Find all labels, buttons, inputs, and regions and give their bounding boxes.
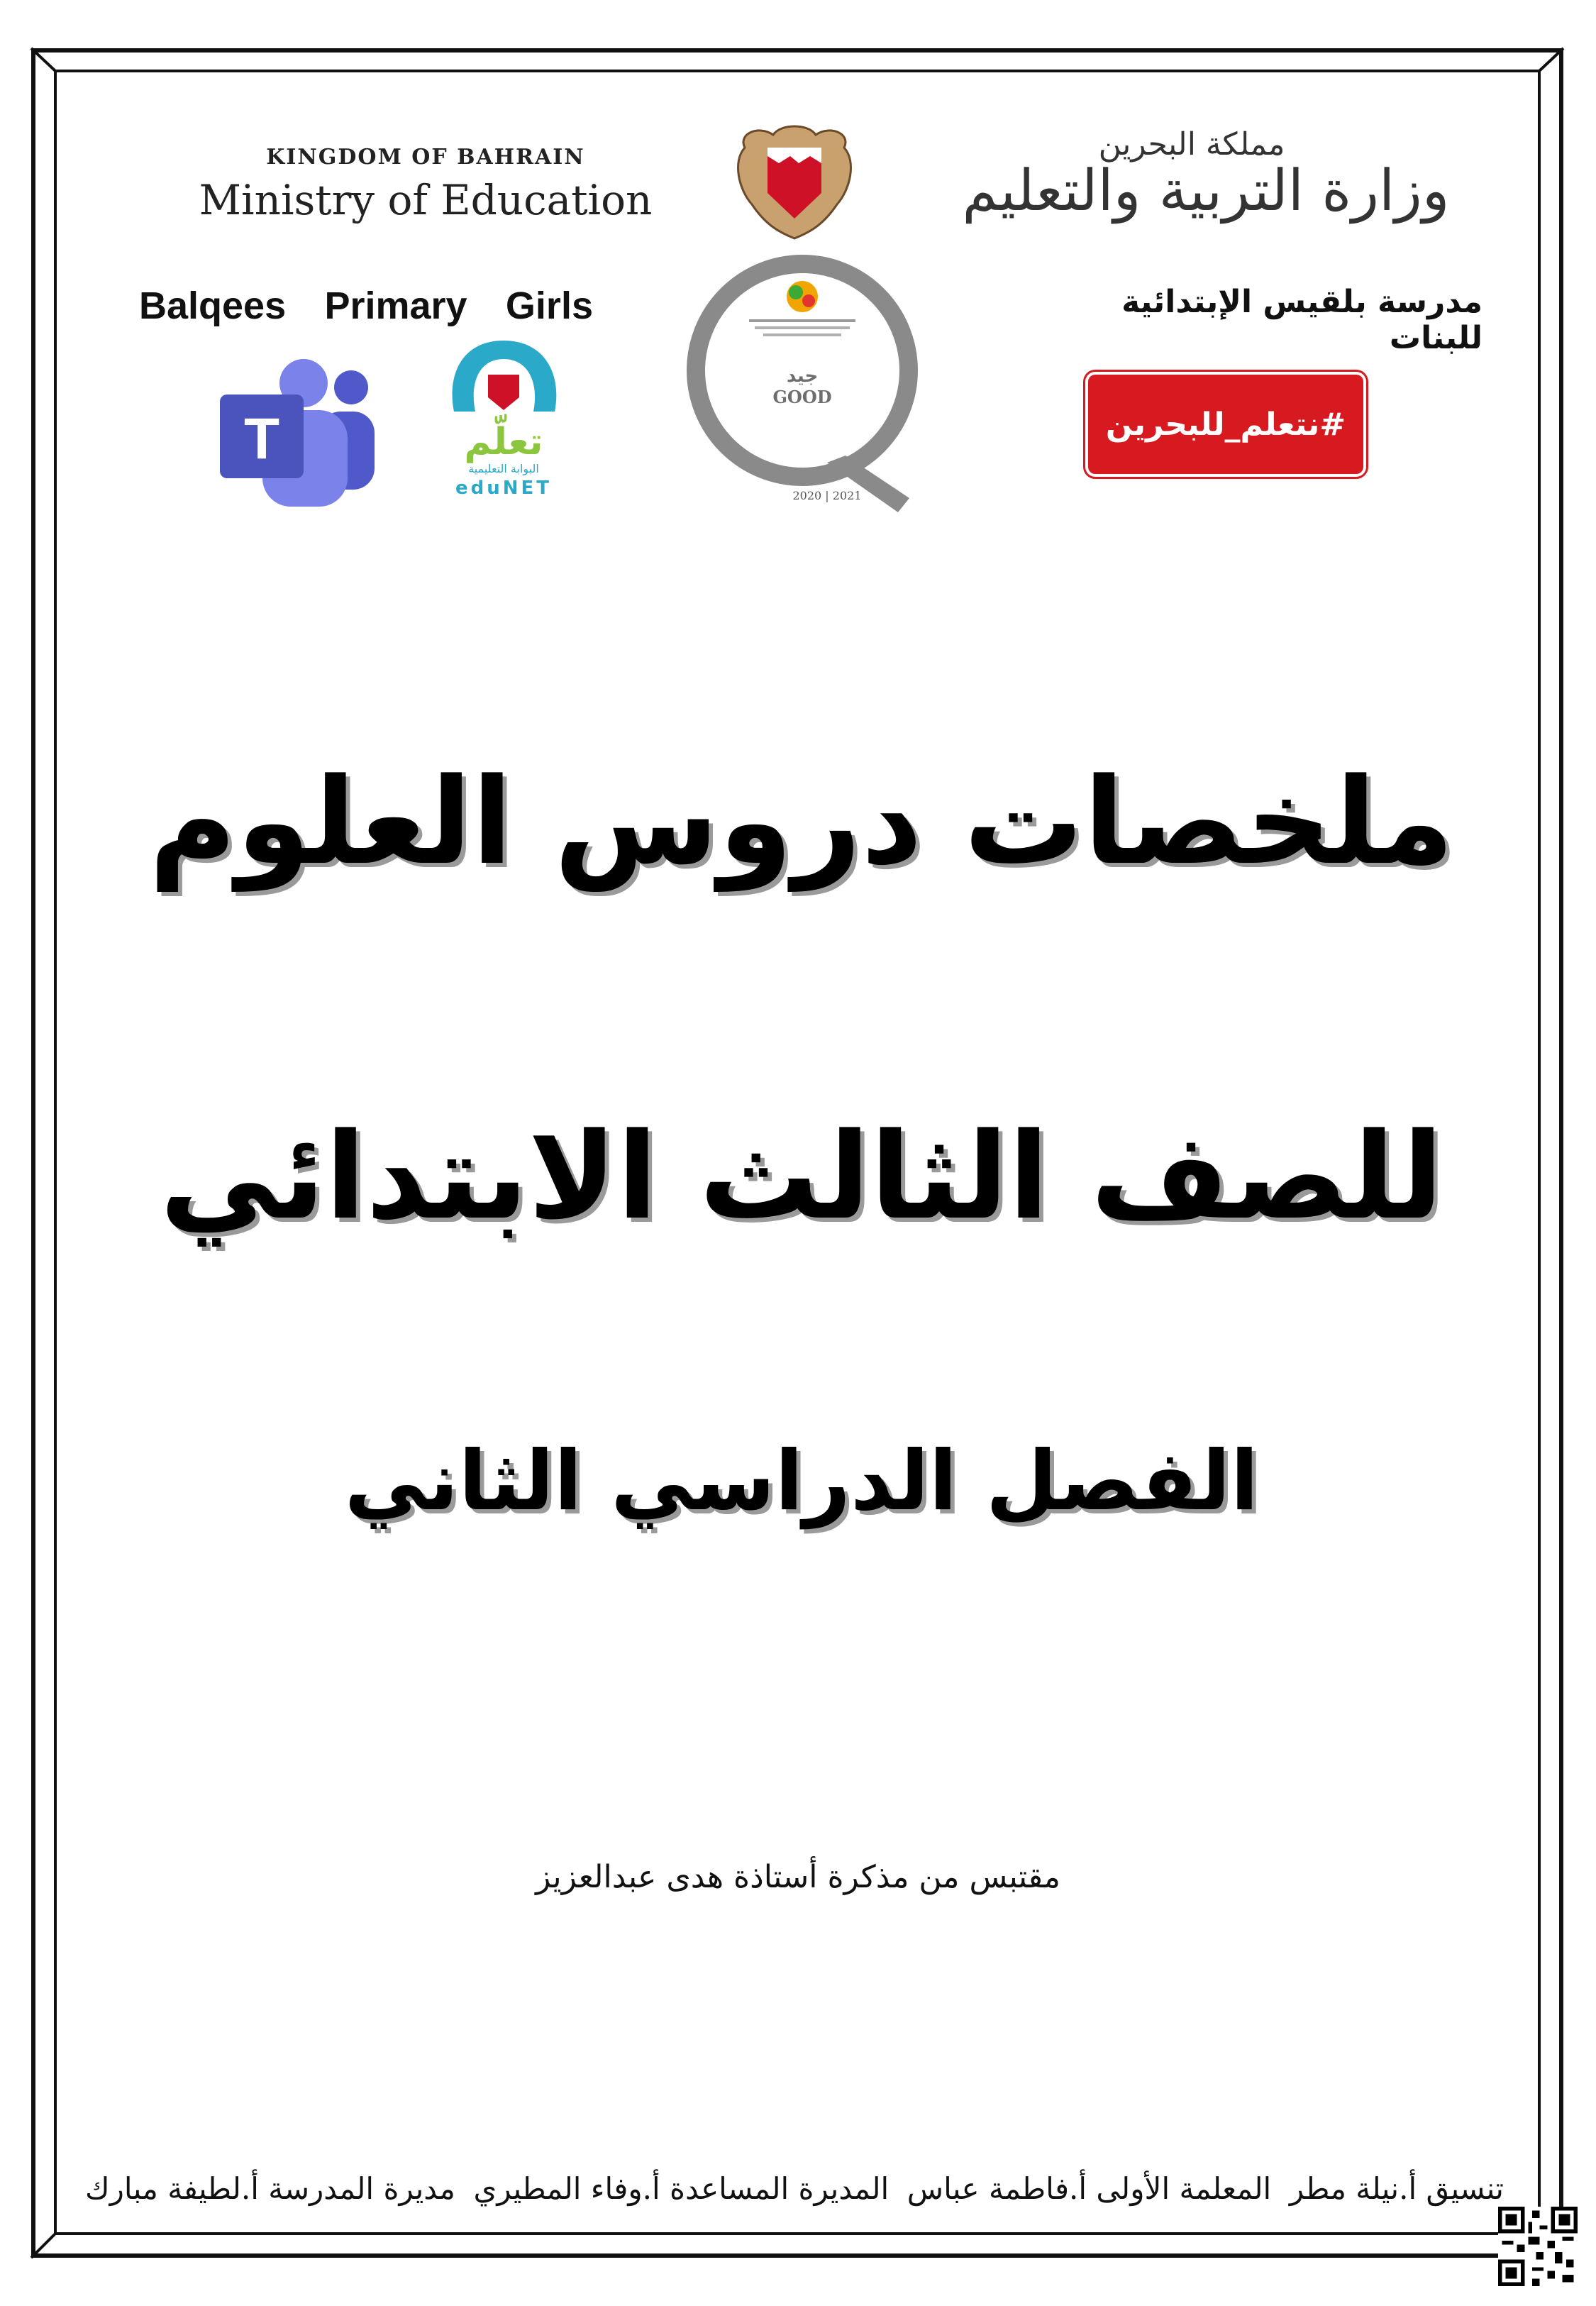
quality-q-logo-icon [685, 250, 926, 519]
quality-years: 2020 | 2021 [792, 489, 862, 502]
school-en-word-2: Primary [324, 285, 467, 327]
edunet-sub-ar-text: البوابة التعليمية [468, 462, 539, 475]
hashtag-text: #نتعلم_للبحرين [1105, 406, 1346, 443]
footer-credits [85, 2171, 1504, 2206]
kingdom-en-label: KINGDOM OF BAHRAIN [266, 145, 585, 170]
quality-label-ar: جيد [786, 365, 819, 387]
country-ar-label: مملكة البحرين [1098, 126, 1285, 162]
semester-title: الفصل الدراسي الثاني [344, 1433, 1259, 1529]
edunet-ar-text: تعلّم [464, 421, 543, 463]
qr-code-icon [1498, 2207, 1578, 2286]
adapted-from-note: مقتبس من مذكرة أستاذة هدى عبدالعزيز [536, 1859, 1060, 1895]
grade-title: للصف الثالث الابتدائي [160, 1107, 1443, 1246]
school-name-ar: مدرسة بلقيس الإبتدائية للبنات [1121, 284, 1483, 356]
ministry-ar-label: وزارة التربية والتعليم [962, 158, 1450, 224]
credit-assistant-principal: المديرة المساعدة أ.وفاء المطيري [473, 2171, 890, 2206]
hashtag-badge [1088, 375, 1363, 474]
credit-senior-teacher: المعلمة الأولى أ.فاطمة عباس [907, 2171, 1272, 2206]
school-en-word-1: Balqees [139, 285, 287, 327]
credit-principal: مديرة المدرسة أ.لطيفة مبارك [85, 2171, 455, 2206]
school-name-en [139, 284, 593, 328]
quality-label-en: GOOD [772, 387, 832, 407]
ministry-en-label: Ministry of Education [199, 176, 653, 224]
edunet-logo-icon [433, 333, 575, 504]
bahrain-emblem-icon [731, 119, 858, 240]
edunet-en-text: eduNET [455, 478, 553, 499]
svg-text:T: T [243, 407, 280, 471]
school-en-word-3: Girls [505, 285, 593, 327]
main-title: ملخصات دروس العلوم [149, 752, 1454, 891]
credit-coordinator: تنسيق أ.نيلة مطر [1289, 2171, 1504, 2206]
teams-logo-icon [213, 355, 383, 511]
